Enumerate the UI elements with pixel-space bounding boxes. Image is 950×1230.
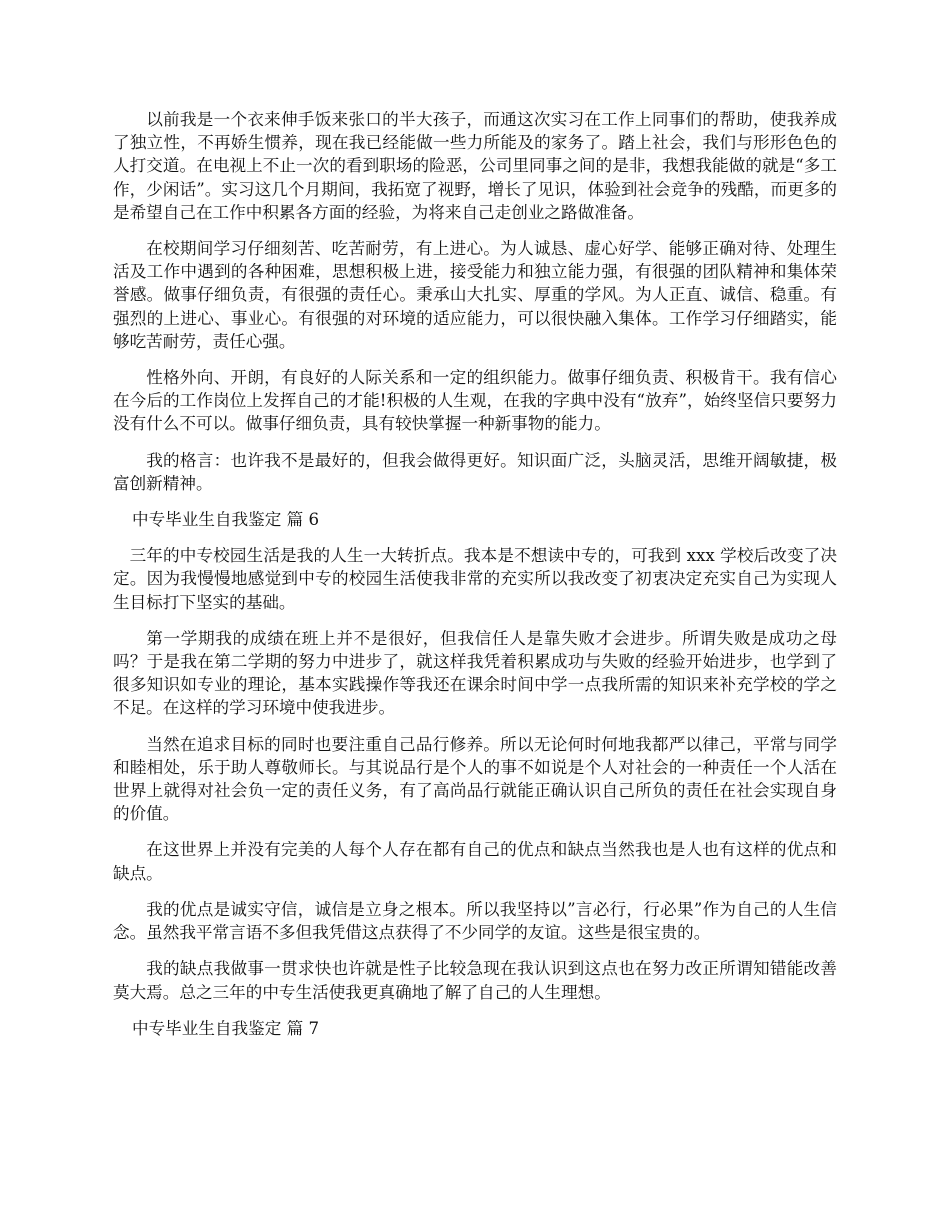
paragraph: 性格外向、开朗，有良好的人际关系和一定的组织能力。做事仔细负责、积极肯干。我有信心在今后的工作岗位上发挥自己的才能!积极的人生观，在我的字典中没有“放弃”，始终坚信只要努力没有什么不可以。做事仔细负责，具有较快掌握一种新事物的能力。 (113, 368, 837, 434)
paragraph: 我的格言：也许我不是最好的，但我会做得更好。知识面广泛，头脑灵活，思维开阔敏捷，极富创新精神。 (113, 450, 837, 493)
paragraph: 在这世界上并没有完美的人每个人存在都有自己的优点和缺点当然我也是人也有这样的优点和缺点。 (113, 840, 837, 883)
section-heading: 中专毕业生自我鉴定 篇 7 (132, 1018, 320, 1038)
paragraph: 我的缺点我做事一贯求快也许就是性子比较急现在我认识到这点也在努力改正所谓知错能改善莫大焉。总之三年的中专生活使我更真确地了解了自己的人生理想。 (113, 959, 837, 1002)
section-heading: 中专毕业生自我鉴定 篇 6 (132, 510, 320, 530)
paragraph: 第一学期我的成绩在班上并不是很好，但我信任人是靠失败才会进步。所谓失败是成功之母吗？于是我在第二学期的努力中进步了，就这样我凭着积累成功与失败的经验开始进步，也学到了很多知识如专业的理论，基本实践操作等我还在课余时间中学一点我所需的知识来补充学校的学之不足。在这样的学习环境中使我进步。 (113, 628, 837, 718)
paragraph: 三年的中专校园生活是我的人生一大转折点。我本是不想读中专的，可我到 xxx 学校后改变了决定。因为我慢慢地感觉到中专的校园生活使我非常的充实所以我改变了初衷决定充实自己为实现人生目标打下坚实的基础。 (113, 546, 837, 612)
document-page (113, 108, 837, 1053)
paragraph: 以前我是一个衣来伸手饭来张口的半大孩子，而通这次实习在工作上同事们的帮助，使我养成了独立性，不再娇生惯养，现在我已经能做一些力所能及的家务了。踏上社会，我们与形形色色的人打交道。在电视上不止一次的看到职场的险恶，公司里同事之间的是非，我想我能做的就是“多工作，少闲话”。实习这几个月期间，我拓宽了视野，增长了见识，体验到社会竞争的残酷，而更多的是希望自己在工作中积累各方面的经验，为将来自己走创业之路做准备。 (113, 110, 837, 222)
paragraph: 在校期间学习仔细刻苦、吃苦耐劳，有上进心。为人诚恳、虚心好学、能够正确对待、处理生活及工作中遇到的各种困难，思想积极上进，接受能力和独立能力强，有很强的团队精神和集体荣誉感。做事仔细负责，有很强的责任心。秉承山大扎实、厚重的学风。为人正直、诚信、稳重。有强烈的上进心、事业心。有很强的对环境的适应能力，可以很快融入集体。工作学习仔细踏实，能够吃苦耐劳，责任心强。 (113, 239, 837, 351)
paragraph: 当然在追求目标的同时也要注重自己品行修养。所以无论何时何地我都严以律己，平常与同学和睦相处，乐于助人尊敬师长。与其说品行是个人的事不如说是个人对社会的一种责任一个人活在世界上就得对社会负一定的责任义务，有了高尚品行就能正确认识自己所负的责任在社会实现自身的价值。 (113, 734, 837, 824)
paragraph: 我的优点是诚实守信，诚信是立身之根本。所以我坚持以”言必行，行必果”作为自己的人生信念。虽然我平常言语不多但我凭借这点获得了不少同学的友谊。这些是很宝贵的。 (113, 899, 837, 943)
